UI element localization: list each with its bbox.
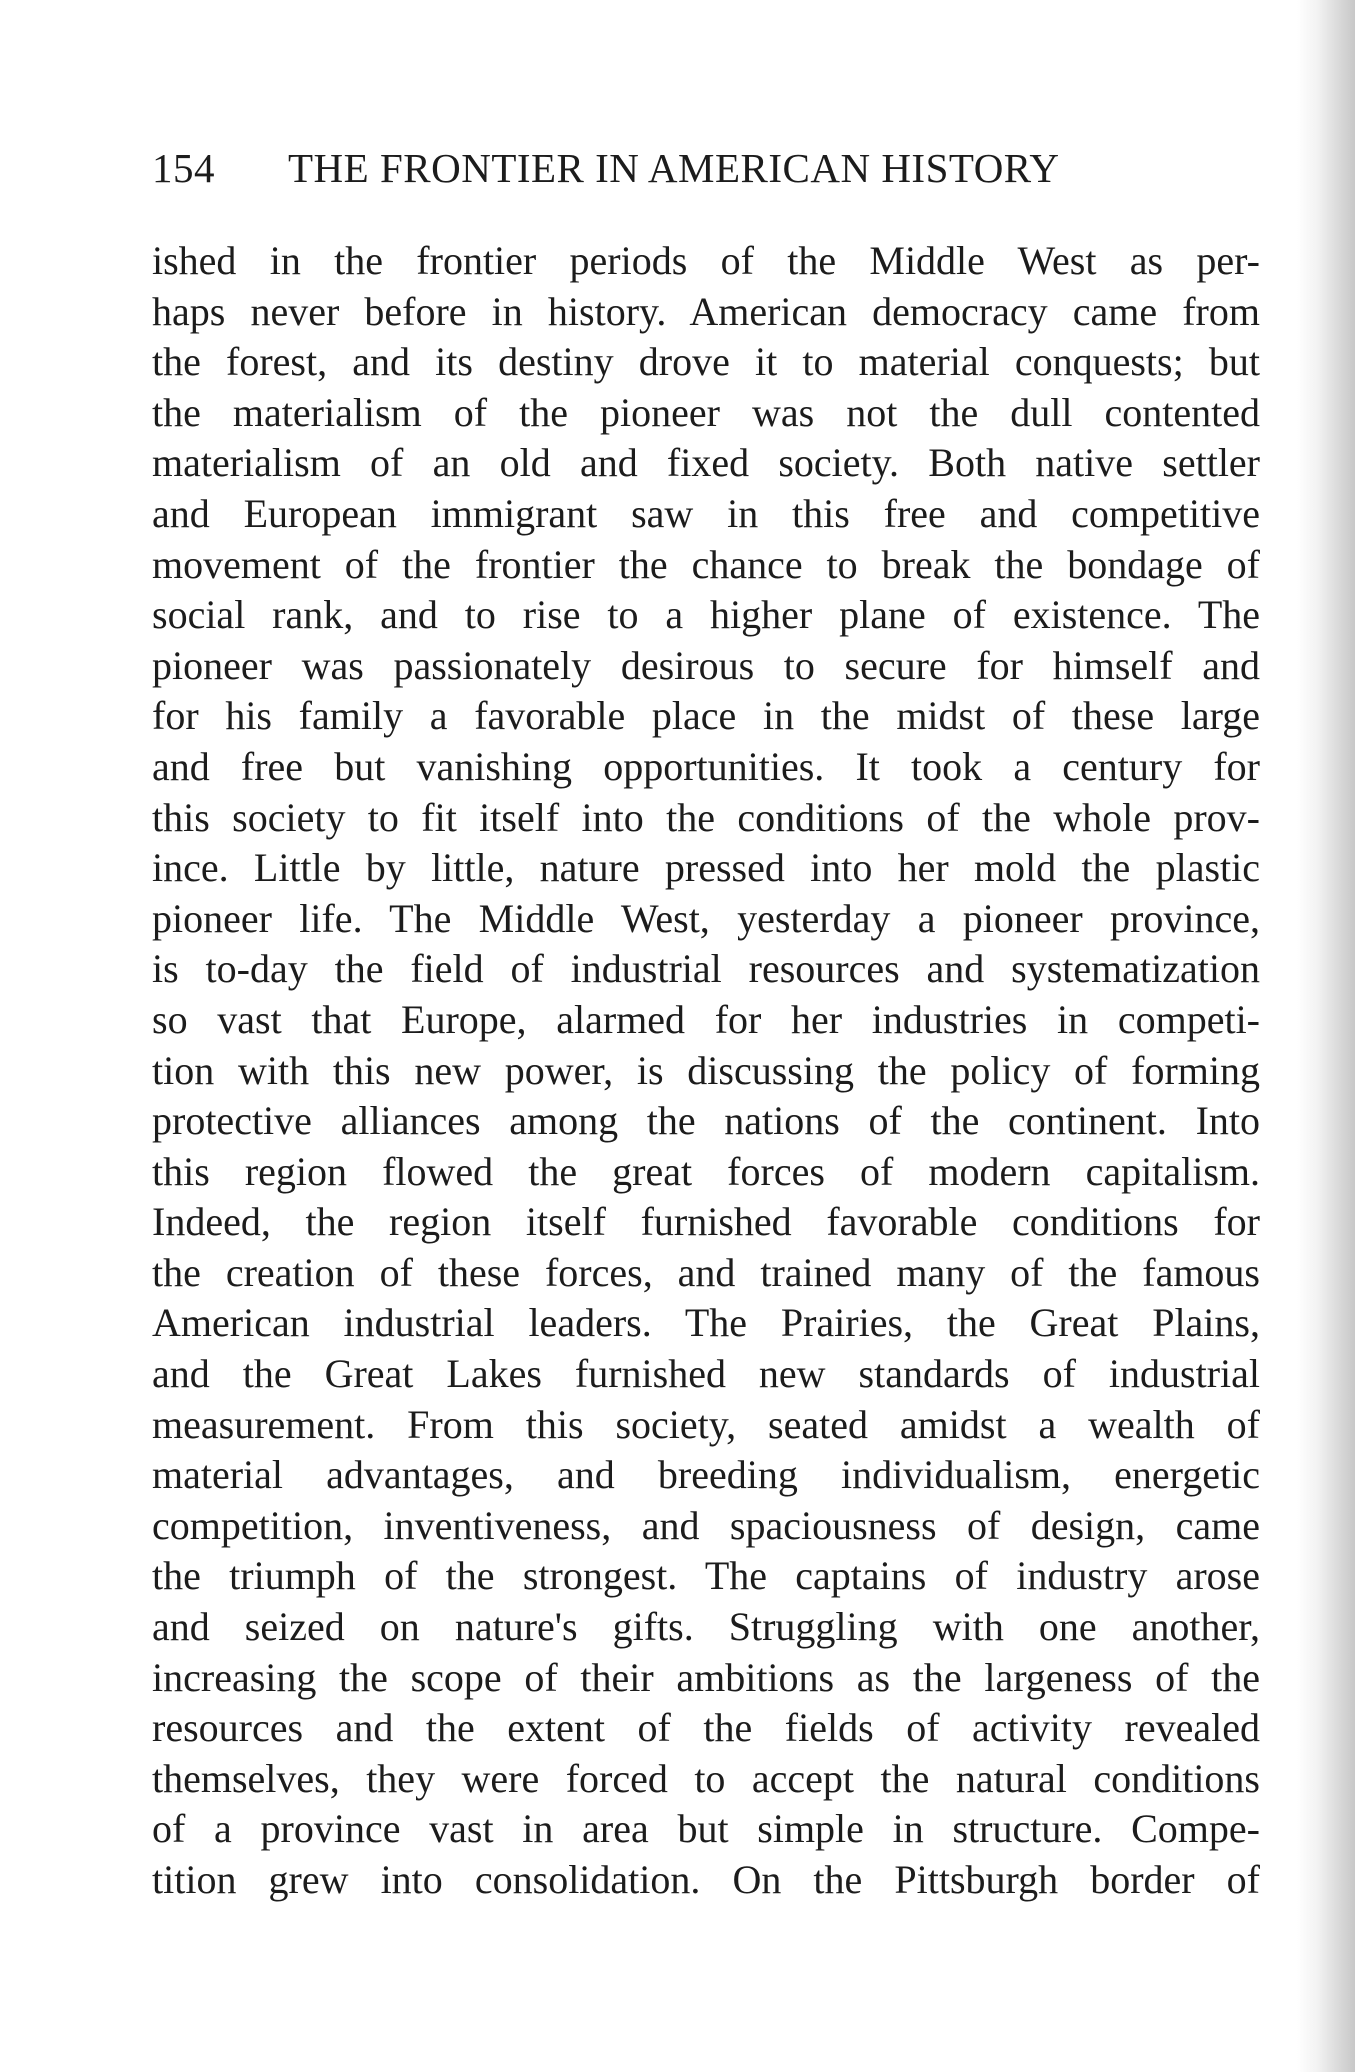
text-line: and free but vanishing opportunities. It took a century for [152, 743, 1260, 789]
page-binding-shadow [1297, 0, 1355, 2072]
text-line: so vast that Europe, alarmed for her industries in competi- [152, 996, 1260, 1042]
text-line: haps never before in history. American democracy came from [152, 288, 1260, 334]
text-line: themselves, they were forced to accept the natural conditions [152, 1755, 1260, 1801]
text-line: American industrial leaders. The Prairies, the Great Plains, [152, 1300, 1260, 1346]
text-line: competition, inventiveness, and spaciousness of design, came [152, 1502, 1260, 1548]
text-line: tition grew into consolidation. On the Pittsburgh border of [152, 1857, 1260, 1902]
text-line: is to-day the field of industrial resources and systematization [152, 946, 1260, 992]
text-line: and the Great Lakes furnished new standards of industrial [152, 1351, 1260, 1397]
text-line: Indeed, the region itself furnished favorable conditions for [152, 1199, 1260, 1245]
body-text [152, 236, 1260, 1906]
text-line: and European immigrant saw in this free and competitive [152, 490, 1260, 536]
text-line: this society to fit itself into the conditions of the whole prov- [152, 794, 1260, 840]
text-line: pioneer life. The Middle West, yesterday a pioneer province, [152, 895, 1260, 941]
text-line: increasing the scope of their ambitions as the largeness of the [152, 1654, 1260, 1700]
text-line: measurement. From this society, seated amidst a wealth of [152, 1401, 1260, 1447]
text-line: protective alliances among the nations of the continent. Into [152, 1098, 1260, 1144]
text-line: ince. Little by little, nature pressed into her mold the plastic [152, 845, 1260, 891]
text-line: movement of the frontier the chance to break the bondage of [152, 541, 1260, 587]
text-line: for his family a favorable place in the midst of these large [152, 693, 1260, 739]
text-line: materialism of an old and fixed society. Both native settler [152, 440, 1260, 486]
text-line: the creation of these forces, and trained many of the famous [152, 1249, 1260, 1295]
text-line: ished in the frontier periods of the Middle West as per- [152, 238, 1260, 283]
text-line: the forest, and its destiny drove it to material conquests; but [152, 339, 1260, 385]
text-line: the triumph of the strongest. The captains of industry arose [152, 1553, 1260, 1599]
text-line: material advantages, and breeding individualism, energetic [152, 1452, 1260, 1498]
text-line: resources and the extent of the fields of activity revealed [152, 1705, 1260, 1751]
text-line: the materialism of the pioneer was not the dull contented [152, 389, 1260, 435]
text-line: pioneer was passionately desirous to secure for himself and [152, 642, 1260, 688]
text-line: social rank, and to rise to a higher plane of existence. The [152, 592, 1260, 638]
text-line: and seized on nature's gifts. Struggling with one another, [152, 1604, 1260, 1650]
text-line: of a province vast in area but simple in structure. Compe- [152, 1806, 1260, 1852]
text-line: this region flowed the great forces of modern capitalism. [152, 1148, 1260, 1194]
text-line: tion with this new power, is discussing the policy of forming [152, 1047, 1260, 1093]
running-title: THE FRONTIER IN AMERICAN HISTORY [288, 145, 1060, 191]
page-number: 154 [152, 145, 215, 191]
page-header [152, 138, 1262, 198]
